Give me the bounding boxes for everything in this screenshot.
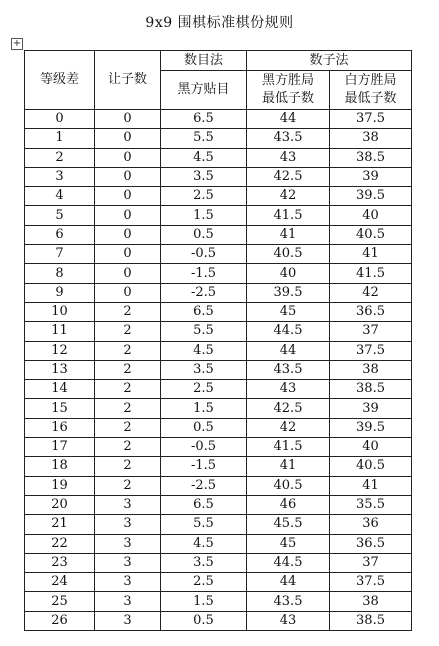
- cell-handicap: 3: [95, 495, 161, 514]
- cell-level-diff: 18: [25, 457, 95, 476]
- cell-black-min: 45: [247, 302, 330, 321]
- cell-black-komi: 0.5: [161, 611, 247, 630]
- cell-white-min: 38.5: [330, 380, 412, 399]
- cell-black-min: 44.5: [247, 322, 330, 341]
- cell-black-min: 44: [247, 110, 330, 129]
- cell-black-komi: 4.5: [161, 341, 247, 360]
- cell-white-min: 40.5: [330, 457, 412, 476]
- cell-handicap: 3: [95, 573, 161, 592]
- header-white-min-line2: 最低子数: [344, 91, 397, 106]
- cell-black-min: 42: [247, 187, 330, 206]
- cell-black-komi: 0.5: [161, 418, 247, 437]
- cell-white-min: 37.5: [330, 110, 412, 129]
- cell-white-min: 39.5: [330, 187, 412, 206]
- cell-level-diff: 10: [25, 302, 95, 321]
- table-row: [25, 457, 412, 476]
- table-row: [25, 302, 412, 321]
- cell-black-min: 45: [247, 534, 330, 553]
- cell-handicap: 0: [95, 129, 161, 148]
- cell-handicap: 0: [95, 148, 161, 167]
- cell-black-komi: 5.5: [161, 515, 247, 534]
- cell-white-min: 37: [330, 322, 412, 341]
- table-row: [25, 380, 412, 399]
- cell-white-min: 41: [330, 476, 412, 495]
- cell-level-diff: 8: [25, 264, 95, 283]
- cell-white-min: 38.5: [330, 148, 412, 167]
- cell-black-min: 40: [247, 264, 330, 283]
- cell-black-komi: 3.5: [161, 553, 247, 572]
- table-row: [25, 573, 412, 592]
- cell-black-komi: 2.5: [161, 573, 247, 592]
- cell-white-min: 40.5: [330, 225, 412, 244]
- cell-black-min: 42: [247, 418, 330, 437]
- cell-handicap: 3: [95, 611, 161, 630]
- cell-black-min: 43.5: [247, 592, 330, 611]
- cell-black-komi: 5.5: [161, 129, 247, 148]
- handicap-table: [24, 50, 412, 631]
- cell-level-diff: 2: [25, 148, 95, 167]
- table-row: [25, 611, 412, 630]
- cell-handicap: 0: [95, 264, 161, 283]
- cell-level-diff: 21: [25, 515, 95, 534]
- cell-handicap: 0: [95, 283, 161, 302]
- table-body: [25, 110, 412, 631]
- cell-black-min: 42.5: [247, 399, 330, 418]
- cell-white-min: 35.5: [330, 495, 412, 514]
- cell-black-komi: -1.5: [161, 457, 247, 476]
- cell-black-komi: -1.5: [161, 264, 247, 283]
- cell-black-komi: 2.5: [161, 187, 247, 206]
- cell-handicap: 3: [95, 515, 161, 534]
- cell-level-diff: 26: [25, 611, 95, 630]
- cell-level-diff: 7: [25, 245, 95, 264]
- cell-level-diff: 3: [25, 167, 95, 186]
- header-count-method: 数子法: [247, 51, 412, 71]
- cell-handicap: 0: [95, 110, 161, 129]
- table-row: [25, 129, 412, 148]
- cell-level-diff: 1: [25, 129, 95, 148]
- cell-handicap: 2: [95, 418, 161, 437]
- cell-handicap: 0: [95, 187, 161, 206]
- table-row: [25, 360, 412, 379]
- cell-handicap: 2: [95, 399, 161, 418]
- table-row: [25, 438, 412, 457]
- cell-handicap: 2: [95, 457, 161, 476]
- cell-black-min: 44: [247, 573, 330, 592]
- cell-black-komi: 3.5: [161, 360, 247, 379]
- cell-white-min: 37.5: [330, 341, 412, 360]
- cell-handicap: 3: [95, 534, 161, 553]
- cell-level-diff: 13: [25, 360, 95, 379]
- cell-white-min: 40: [330, 438, 412, 457]
- cell-black-komi: -0.5: [161, 245, 247, 264]
- cell-handicap: 2: [95, 302, 161, 321]
- cell-level-diff: 9: [25, 283, 95, 302]
- cell-white-min: 36.5: [330, 302, 412, 321]
- cell-white-min: 40: [330, 206, 412, 225]
- cell-level-diff: 5: [25, 206, 95, 225]
- table-row: [25, 245, 412, 264]
- cell-white-min: 39: [330, 167, 412, 186]
- table-row: [25, 341, 412, 360]
- cell-level-diff: 12: [25, 341, 95, 360]
- handicap-table-container: [24, 50, 412, 631]
- cell-white-min: 38.5: [330, 611, 412, 630]
- cell-black-komi: -2.5: [161, 283, 247, 302]
- cell-white-min: 36.5: [330, 534, 412, 553]
- cell-black-komi: -0.5: [161, 438, 247, 457]
- cell-level-diff: 20: [25, 495, 95, 514]
- table-row: [25, 553, 412, 572]
- cell-level-diff: 0: [25, 110, 95, 129]
- cell-level-diff: 22: [25, 534, 95, 553]
- page-title: 9x9 围棋标准棋份规则: [145, 15, 294, 31]
- table-row: [25, 225, 412, 244]
- cell-level-diff: 19: [25, 476, 95, 495]
- cell-handicap: 2: [95, 438, 161, 457]
- cell-handicap: 0: [95, 225, 161, 244]
- cell-level-diff: 17: [25, 438, 95, 457]
- header-handicap: 让子数: [95, 51, 161, 110]
- cell-white-min: 37: [330, 553, 412, 572]
- header-black-min: [247, 71, 330, 110]
- cell-level-diff: 14: [25, 380, 95, 399]
- cell-black-min: 46: [247, 495, 330, 514]
- table-row: [25, 399, 412, 418]
- cell-level-diff: 16: [25, 418, 95, 437]
- cell-handicap: 2: [95, 360, 161, 379]
- cell-black-komi: 0.5: [161, 225, 247, 244]
- header-area-method: 数目法: [161, 51, 247, 71]
- cell-black-min: 45.5: [247, 515, 330, 534]
- table-row: [25, 264, 412, 283]
- cell-white-min: 39.5: [330, 418, 412, 437]
- cell-black-komi: 6.5: [161, 302, 247, 321]
- cell-black-komi: 6.5: [161, 110, 247, 129]
- cell-level-diff: 11: [25, 322, 95, 341]
- cell-level-diff: 24: [25, 573, 95, 592]
- cell-black-min: 42.5: [247, 167, 330, 186]
- cell-black-komi: 2.5: [161, 380, 247, 399]
- cell-white-min: 41: [330, 245, 412, 264]
- cell-white-min: 38: [330, 129, 412, 148]
- cell-handicap: 0: [95, 206, 161, 225]
- cell-black-komi: 1.5: [161, 206, 247, 225]
- cell-handicap: 2: [95, 322, 161, 341]
- table-row: [25, 418, 412, 437]
- table-row: [25, 322, 412, 341]
- cell-black-komi: 4.5: [161, 534, 247, 553]
- cell-white-min: 39: [330, 399, 412, 418]
- header-white-min-line1: 白方胜局: [344, 73, 397, 88]
- table-row: [25, 495, 412, 514]
- cell-black-komi: 3.5: [161, 167, 247, 186]
- cell-handicap: 3: [95, 553, 161, 572]
- cell-handicap: 2: [95, 341, 161, 360]
- cell-black-min: 43: [247, 611, 330, 630]
- cell-black-min: 44: [247, 341, 330, 360]
- cell-black-min: 44.5: [247, 553, 330, 572]
- cell-black-komi: 4.5: [161, 148, 247, 167]
- cell-black-min: 43: [247, 148, 330, 167]
- cell-white-min: 37.5: [330, 573, 412, 592]
- cell-level-diff: 6: [25, 225, 95, 244]
- cell-black-min: 41.5: [247, 438, 330, 457]
- cell-black-komi: 1.5: [161, 592, 247, 611]
- table-row: [25, 515, 412, 534]
- table-row: [25, 534, 412, 553]
- cell-handicap: 3: [95, 592, 161, 611]
- table-row: [25, 187, 412, 206]
- cell-white-min: 42: [330, 283, 412, 302]
- cell-level-diff: 25: [25, 592, 95, 611]
- table-row: [25, 592, 412, 611]
- cell-black-min: 43.5: [247, 360, 330, 379]
- cell-black-min: 39.5: [247, 283, 330, 302]
- header-black-min-line1: 黑方胜局: [261, 73, 314, 88]
- cell-handicap: 2: [95, 476, 161, 495]
- header-black-komi: 黑方贴目: [161, 71, 247, 110]
- table-row: [25, 110, 412, 129]
- header-black-min-line2: 最低子数: [261, 91, 314, 106]
- cell-black-komi: -2.5: [161, 476, 247, 495]
- header-level-diff: 等级差: [25, 51, 95, 110]
- cell-black-komi: 6.5: [161, 495, 247, 514]
- cell-white-min: 36: [330, 515, 412, 534]
- cell-white-min: 38: [330, 360, 412, 379]
- cell-white-min: 41.5: [330, 264, 412, 283]
- cell-black-min: 41.5: [247, 206, 330, 225]
- table-row: [25, 167, 412, 186]
- cell-black-min: 40.5: [247, 476, 330, 495]
- table-row: [25, 148, 412, 167]
- cell-level-diff: 4: [25, 187, 95, 206]
- cell-black-komi: 5.5: [161, 322, 247, 341]
- cell-handicap: 0: [95, 167, 161, 186]
- table-move-handle-icon[interactable]: +: [12, 38, 22, 49]
- cell-white-min: 38: [330, 592, 412, 611]
- table-row: [25, 476, 412, 495]
- header-white-min: [330, 71, 412, 110]
- cell-black-min: 41: [247, 225, 330, 244]
- cell-black-min: 41: [247, 457, 330, 476]
- cell-handicap: 0: [95, 245, 161, 264]
- cell-level-diff: 15: [25, 399, 95, 418]
- table-row: [25, 283, 412, 302]
- cell-black-komi: 1.5: [161, 399, 247, 418]
- cell-handicap: 2: [95, 380, 161, 399]
- cell-level-diff: 23: [25, 553, 95, 572]
- cell-black-min: 43.5: [247, 129, 330, 148]
- cell-black-min: 43: [247, 380, 330, 399]
- table-row: [25, 206, 412, 225]
- cell-black-min: 40.5: [247, 245, 330, 264]
